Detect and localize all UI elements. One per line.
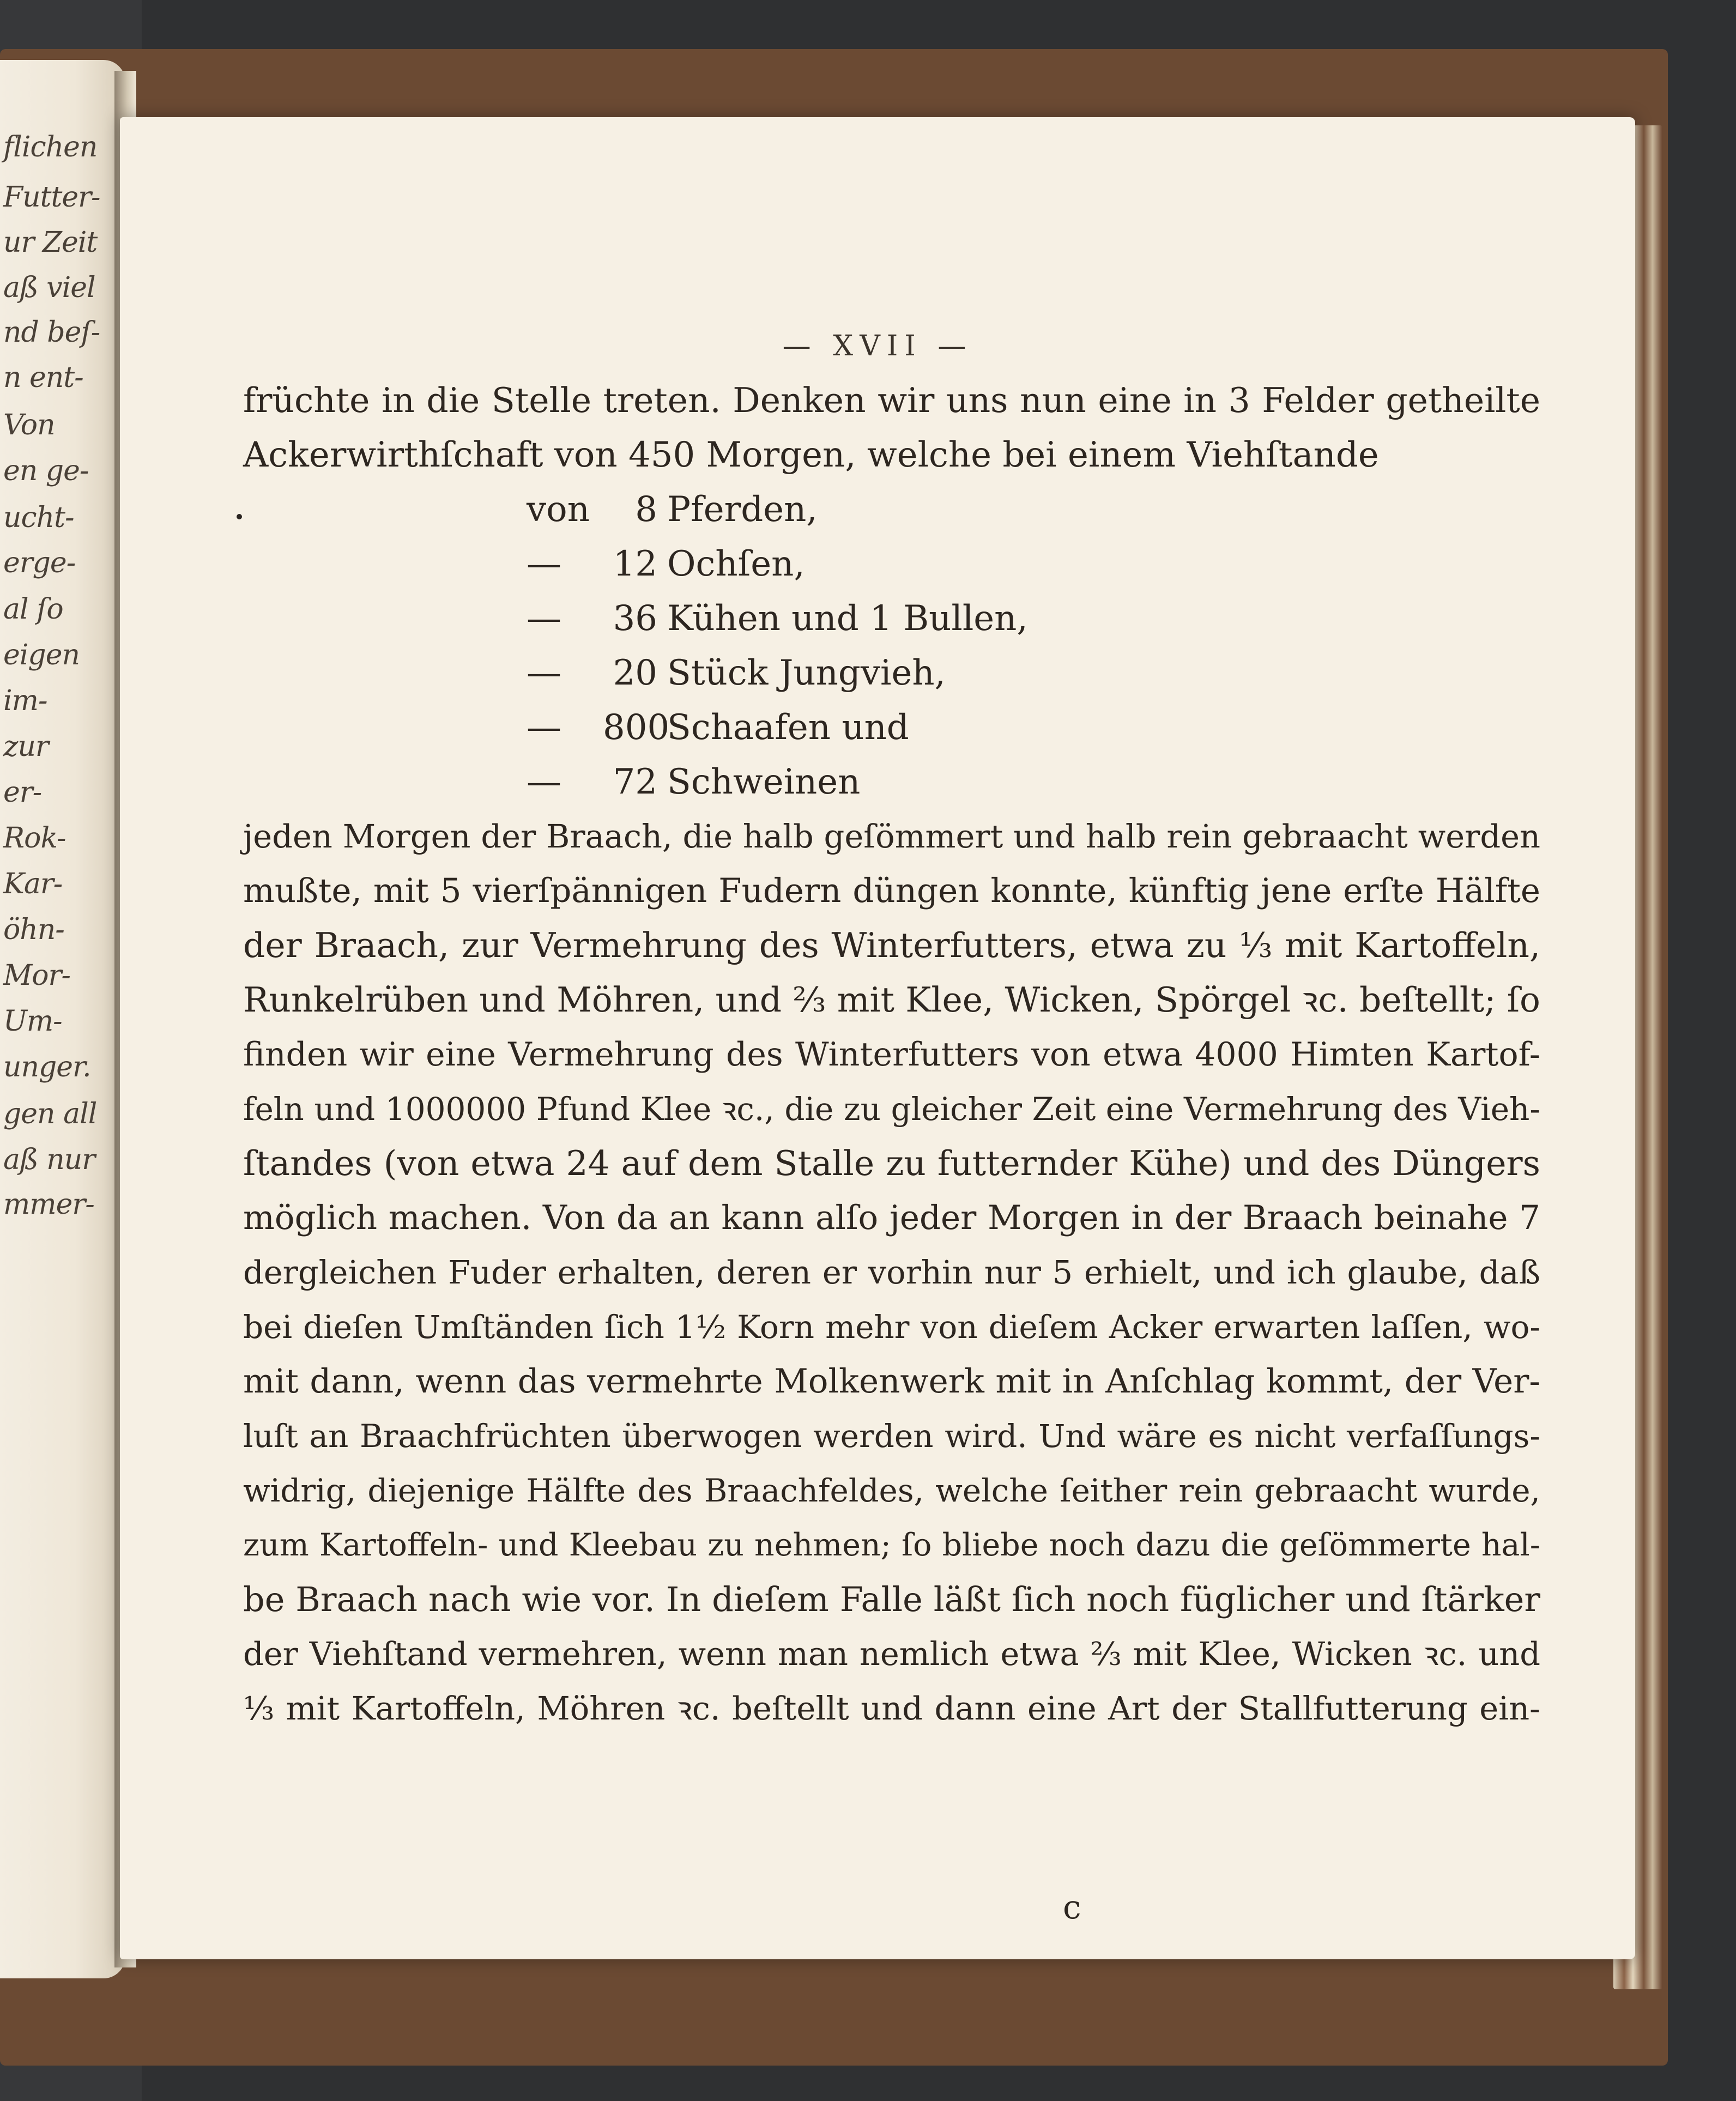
row-animal: Ochſen,	[667, 544, 805, 584]
row-count: 8	[635, 489, 657, 530]
livestock-row	[527, 700, 909, 755]
body-text	[243, 809, 1540, 1736]
row-animal: Pferden,	[667, 489, 818, 530]
livestock-list	[243, 482, 1540, 809]
text-line: be Braach nach wie vor. In dieſem Falle läßt ſich noch füglicher und ſtärker	[243, 1579, 1540, 1619]
margin-fragment: en ge-	[3, 455, 89, 487]
margin-fragment: nd beſ-	[3, 316, 100, 349]
text-line: Runkelrüben und Möhren, und ⅔ mit Klee, Wicken, Spörgel ꝛc. beſtellt; ſo	[243, 980, 1540, 1020]
row-animal: Stück Jungvieh,	[667, 653, 946, 693]
text-block	[243, 373, 1540, 1736]
margin-fragment: er-	[3, 776, 42, 809]
text-line: ⅓ mit Kartoffeln, Möhren ꝛc. beſtellt und dann eine Art der Stallfutterung ein-	[243, 1690, 1540, 1727]
right-page	[120, 117, 1635, 1959]
text-line: ſtandes (von etwa 24 auf dem Stalle zu futternder Kühe) und des Düngers	[243, 1143, 1540, 1183]
livestock-row	[527, 482, 818, 537]
margin-fragment: öhn-	[3, 913, 64, 946]
margin-fragment: Kar-	[3, 868, 63, 900]
row-animal: Schaafen und	[667, 707, 909, 748]
text-line: feln und 1000000 Pfund Klee ꝛc., die zu gleicher Zeit eine Vermehrung des Vieh-	[243, 1091, 1540, 1128]
margin-fragment: aß viel	[3, 271, 95, 304]
text-line: dergleichen Fuder erhalten, deren er vorhin nur 5 erhielt, und ich glaube, daß	[243, 1254, 1540, 1291]
margin-fragment: unger.	[3, 1051, 91, 1083]
signature-mark: c	[1063, 1888, 1081, 1927]
margin-fragment: Mor-	[3, 959, 70, 992]
margin-fragment: Um-	[3, 1005, 62, 1038]
row-prefix: —	[527, 598, 561, 639]
row-count: 800	[603, 707, 670, 748]
livestock-row	[527, 755, 860, 809]
margin-fragment: eigen	[3, 639, 80, 671]
text-line: mit dann, wenn das vermehrte Molkenwerk mit in Anſchlag kommt, der Ver-	[243, 1362, 1540, 1401]
margin-fragment: Rok-	[3, 822, 66, 855]
margin-fragment: Von	[3, 409, 55, 441]
row-prefix: —	[527, 544, 561, 584]
row-prefix: —	[527, 653, 561, 693]
ink-dot	[237, 514, 242, 519]
text-line: der Viehſtand vermehren, wenn man nemlich etwa ⅔ mit Klee, Wicken ꝛc. und	[243, 1635, 1540, 1673]
row-count: 20	[613, 653, 657, 693]
text-line: bei dieſen Umſtänden ſich 1½ Korn mehr von dieſem Acker erwarten laſſen, wo-	[243, 1309, 1540, 1346]
margin-fragment: mmer-	[3, 1188, 94, 1221]
livestock-row	[527, 591, 1028, 646]
livestock-row	[527, 537, 805, 591]
margin-fragment: flichen	[3, 131, 98, 164]
margin-fragment: Futter-	[3, 181, 100, 214]
margin-fragment: ucht-	[3, 501, 74, 534]
text-line: zum Kartoffeln- und Kleebau zu nehmen; ſo bliebe noch dazu die geſömmerte hal-	[243, 1527, 1540, 1563]
margin-fragment: erge-	[3, 547, 76, 579]
row-count: 12	[613, 544, 657, 584]
margin-fragment: al ſo	[3, 593, 63, 626]
margin-fragment: n ent-	[3, 361, 83, 394]
text-line: finden wir eine Vermehrung des Winterfutters von etwa 4000 Himten Kartof-	[243, 1036, 1540, 1074]
running-head: — XVII —	[782, 330, 973, 362]
margin-fragment: gen all	[3, 1098, 97, 1130]
left-page	[0, 60, 125, 1978]
margin-fragment: ur Zeit	[3, 226, 98, 259]
text-line: luſt an Braachfrüchten überwogen werden wird. Und wäre es nicht verfaſſungs-	[243, 1418, 1540, 1455]
text-line: Ackerwirthſchaft von 450 Morgen, welche bei einem Viehſtande	[243, 435, 1379, 475]
livestock-row	[527, 646, 946, 700]
text-line: mußte, mit 5 vierſpännigen Fudern düngen konnte, künftig jene erſte Hälfte	[243, 871, 1540, 910]
text-line: früchte in die Stelle treten. Denken wir uns nun eine in 3 Felder getheilte	[243, 380, 1540, 420]
text-line: jeden Morgen der Braach, die halb geſömmert und halb rein gebraacht werden	[243, 818, 1540, 855]
row-count: 72	[613, 762, 657, 802]
row-prefix: —	[527, 762, 561, 802]
row-animal: Schweinen	[667, 762, 861, 802]
text-line: möglich machen. Von da an kann alſo jeder Morgen in der Braach beinahe 7	[243, 1198, 1540, 1237]
row-prefix: —	[527, 707, 561, 748]
margin-fragment: zur	[3, 730, 49, 763]
row-prefix: von	[527, 489, 590, 530]
row-count: 36	[613, 598, 657, 639]
row-animal: Kühen und 1 Bullen,	[667, 598, 1028, 639]
margin-fragment: aß nur	[3, 1143, 95, 1176]
text-line: widrig, diejenige Hälfte des Braachfeldes, welche ſeither rein gebraacht wurde,	[243, 1472, 1540, 1509]
text-line: der Braach, zur Vermehrung des Winterfutters, etwa zu ⅓ mit Kartoffeln,	[243, 925, 1540, 965]
margin-fragment: im-	[3, 685, 47, 717]
